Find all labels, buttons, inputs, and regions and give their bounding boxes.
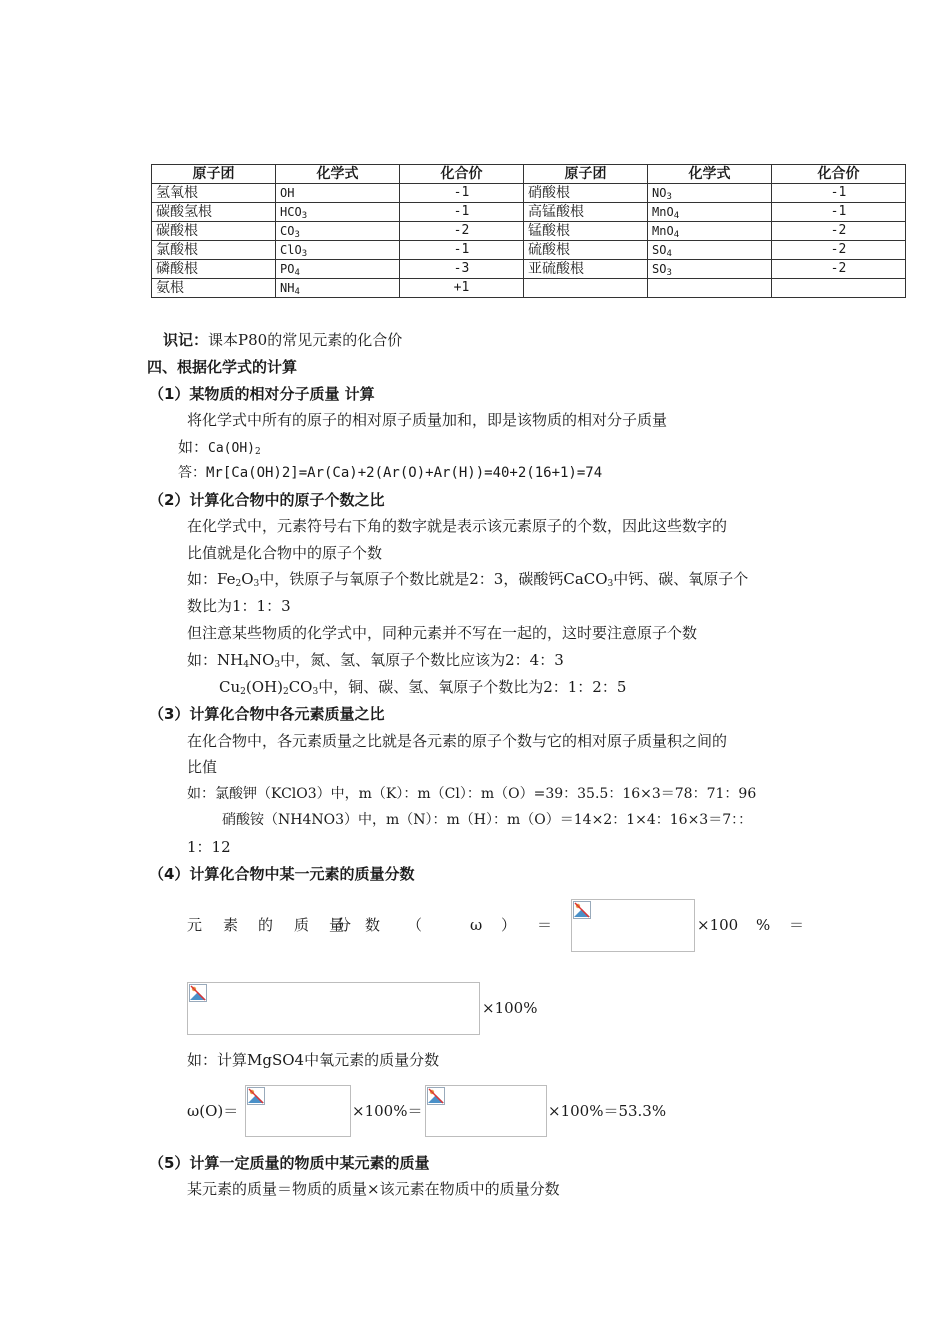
- s2-example-1: [187, 568, 748, 590]
- ion-name-cell: 高锰酸根: [524, 203, 648, 222]
- image-icon: [427, 1087, 445, 1105]
- subscript: 4: [243, 660, 249, 670]
- broken-image-placeholder: [245, 1085, 351, 1137]
- formula-char: 数: [365, 916, 381, 934]
- s4-title: （4）计算化合物中某一元素的质量分数: [149, 865, 415, 883]
- formula-char: ω: [470, 916, 483, 934]
- ion-name-cell: 氨根: [152, 279, 276, 298]
- formula-cell: [276, 279, 400, 298]
- formula-char: 量分: [329, 916, 344, 934]
- image-icon: [573, 901, 591, 919]
- ion-name-cell: 硫酸根: [524, 241, 648, 260]
- subscript: 4: [666, 249, 672, 259]
- formula-char: （: [407, 916, 423, 934]
- image-icon: [247, 1087, 265, 1105]
- s1-title: （1）某物质的相对分子质量 计算: [149, 385, 375, 403]
- s3-desc-1: 在化合物中，各元素质量之比就是各元素的原子个数与它的相对原子质量积之间的: [187, 732, 728, 750]
- header-cell: 化学式: [276, 165, 400, 184]
- equals-sign: ＝: [789, 916, 805, 934]
- text: Cu: [219, 678, 241, 696]
- formula-cell: [648, 222, 772, 241]
- ion-name-cell: 硝酸根: [524, 184, 648, 203]
- formula-cell: [648, 184, 772, 203]
- s1-example: [178, 436, 261, 460]
- subscript: 3: [294, 230, 300, 240]
- s3-example-2-cont: 1：12: [187, 838, 231, 856]
- subscript: 3: [666, 268, 672, 278]
- calc-mid: ×100%＝: [352, 1102, 423, 1120]
- formula-char: 元: [187, 916, 203, 934]
- table-row: [152, 241, 906, 260]
- memo-text: 课本P80的常见元素的化合价: [208, 331, 403, 349]
- formula-char: 质: [294, 916, 310, 934]
- s3-title: （3）计算化合物中各元素质量之比: [149, 705, 385, 723]
- memo-line: [163, 329, 402, 351]
- broken-image-placeholder: [425, 1085, 547, 1137]
- s2-example-3: [219, 676, 626, 698]
- polyatomic-ion-table: [151, 164, 906, 298]
- formula-cell: [648, 241, 772, 260]
- subscript: 3: [666, 192, 672, 202]
- subscript: 3: [312, 687, 319, 697]
- valence-cell: -1: [400, 241, 524, 260]
- formula-cell: [648, 279, 772, 298]
- ion-name-cell: [524, 279, 648, 298]
- s5-title: （5）计算一定质量的物质中某元素的质量: [149, 1154, 430, 1172]
- formula-text: MnO: [652, 224, 674, 238]
- ion-name-cell: 氯酸根: [152, 241, 276, 260]
- table-row: [152, 260, 906, 279]
- ion-name-cell: 碳酸根: [152, 222, 276, 241]
- valence-cell: -1: [772, 184, 906, 203]
- s1-example-formula: Ca(OH): [208, 441, 255, 456]
- valence-cell: -2: [400, 222, 524, 241]
- table-row: [152, 203, 906, 222]
- formula-char: ）: [501, 916, 517, 934]
- section-4-title: 四、根据化学式的计算: [147, 358, 298, 376]
- subscript: 3: [301, 211, 308, 221]
- subscript: 2: [282, 687, 289, 697]
- valence-cell: -1: [400, 203, 524, 222]
- subscript: 3: [274, 660, 281, 670]
- valence-cell: +1: [400, 279, 524, 298]
- formula-char: 的: [258, 916, 274, 934]
- valence-cell: -3: [400, 260, 524, 279]
- formula-cell: [648, 203, 772, 222]
- subscript: 4: [673, 211, 680, 221]
- s1-desc: 将化学式中所有的原子的相对原子质量加和，即是该物质的相对分子质量: [187, 411, 668, 429]
- s5-desc: 某元素的质量＝物质的质量×该元素在物质中的质量分数: [187, 1180, 560, 1198]
- formula-cell: [276, 184, 400, 203]
- broken-image-placeholder: [187, 982, 480, 1035]
- text: 中，铁原子与氧原子个数比就是2：3，碳酸钙CaCO: [259, 570, 608, 588]
- subscript: 2: [235, 579, 242, 589]
- text: 中钙、碳、氧原子个: [613, 570, 749, 588]
- text: O: [241, 570, 254, 588]
- formula-cell: [276, 241, 400, 260]
- s2-note: 但注意某些物质的化学式中，同种元素并不写在一起的，这时要注意原子个数: [187, 624, 698, 642]
- s2-title: （2）计算化合物中的原子个数之比: [149, 491, 385, 509]
- table-header-row: [152, 165, 906, 184]
- formula-text: PO: [280, 262, 295, 276]
- text: (OH): [245, 678, 283, 696]
- header-cell: 原子团: [152, 165, 276, 184]
- image-icon: [189, 984, 207, 1002]
- text: 如：NH: [187, 651, 244, 669]
- subscript: 4: [673, 230, 680, 240]
- formula-text: OH: [280, 186, 295, 200]
- ion-name-cell: 碳酸氢根: [152, 203, 276, 222]
- text: 中，铜、碳、氢、氧原子个数比为2：1：2：5: [318, 678, 627, 696]
- formula-cell: [276, 260, 400, 279]
- text: CO: [288, 678, 313, 696]
- ion-name-cell: 磷酸根: [152, 260, 276, 279]
- formula-text: MnO: [652, 205, 674, 219]
- header-cell: 化合价: [400, 165, 524, 184]
- table-row: [152, 184, 906, 203]
- text: 如：Fe: [187, 570, 236, 588]
- memo-label: 识记：: [163, 331, 209, 349]
- formula-char: ＝: [537, 916, 553, 934]
- valence-cell: -2: [772, 241, 906, 260]
- s1-answer: 答：Mr[Ca(OH)2]=Ar(Ca)+2(Ar(O)+Ar(H))=40+2(16+1)=74: [178, 465, 603, 481]
- subscript: 4: [294, 268, 300, 278]
- subscript: 2: [240, 687, 246, 697]
- s4-example: 如：计算MgSO4中氧元素的质量分数: [187, 1051, 440, 1069]
- formula-text: HCO: [280, 205, 302, 219]
- percent-sign: %: [756, 916, 771, 934]
- formula-text: SO: [652, 262, 667, 276]
- text: 中，氮、氢、氧原子个数比应该为2：4：3: [280, 651, 564, 669]
- formula-cell: [276, 203, 400, 222]
- formula-text: ClO: [280, 243, 302, 257]
- subscript: 4: [294, 287, 300, 297]
- valence-cell: -1: [400, 184, 524, 203]
- valence-cell: [772, 279, 906, 298]
- s2-desc-1: 在化学式中，元素符号右下角的数字就是表示该元素原子的个数，因此这些数字的: [187, 517, 728, 535]
- s3-desc-2: 比值: [187, 758, 218, 776]
- s2-example-1-cont: 数比为1：1：3: [187, 597, 291, 615]
- s3-example-1: 如：氯酸钾（KClO3）中，m（K）：m（Cl）：m（O）=39：35.5：16×3＝78：71：96: [187, 786, 757, 802]
- text: NO: [248, 651, 275, 669]
- subscript: 3: [301, 249, 308, 259]
- formula-char: 素: [223, 916, 239, 934]
- s1-example-label: 如：: [178, 438, 209, 456]
- s3-example-2: 硝酸铵（NH4NO3）中，m（N）：m（H）：m（O）＝14×2：1×4：16×3＝7：：: [222, 812, 753, 828]
- table-row: [152, 222, 906, 241]
- formula-text: SO: [652, 243, 667, 257]
- subscript: 3: [607, 579, 614, 589]
- valence-cell: -2: [772, 260, 906, 279]
- formula-text: NO: [652, 186, 667, 200]
- table-row: [152, 279, 906, 298]
- header-cell: 化学式: [648, 165, 772, 184]
- subscript: 2: [254, 447, 261, 457]
- broken-image-placeholder: [571, 899, 695, 952]
- valence-cell: -2: [772, 222, 906, 241]
- ion-name-cell: 亚硫酸根: [524, 260, 648, 279]
- header-cell: 化合价: [772, 165, 906, 184]
- s2-desc-2: 比值就是化合物中的原子个数: [187, 544, 383, 562]
- times-100-b: ×100%: [482, 999, 538, 1017]
- calc-label: ω(O)＝: [187, 1102, 239, 1120]
- times-100-a: ×100: [697, 916, 739, 934]
- header-cell: 原子团: [524, 165, 648, 184]
- ion-name-cell: 氢氧根: [152, 184, 276, 203]
- formula-text: NH: [280, 281, 295, 295]
- formula-cell: [648, 260, 772, 279]
- ion-name-cell: 锰酸根: [524, 222, 648, 241]
- s2-example-2: [187, 649, 564, 671]
- formula-text: CO: [280, 224, 295, 238]
- formula-cell: [276, 222, 400, 241]
- calc-result: ×100%＝53.3%: [548, 1102, 667, 1120]
- subscript: 3: [253, 579, 260, 589]
- valence-cell: -1: [772, 203, 906, 222]
